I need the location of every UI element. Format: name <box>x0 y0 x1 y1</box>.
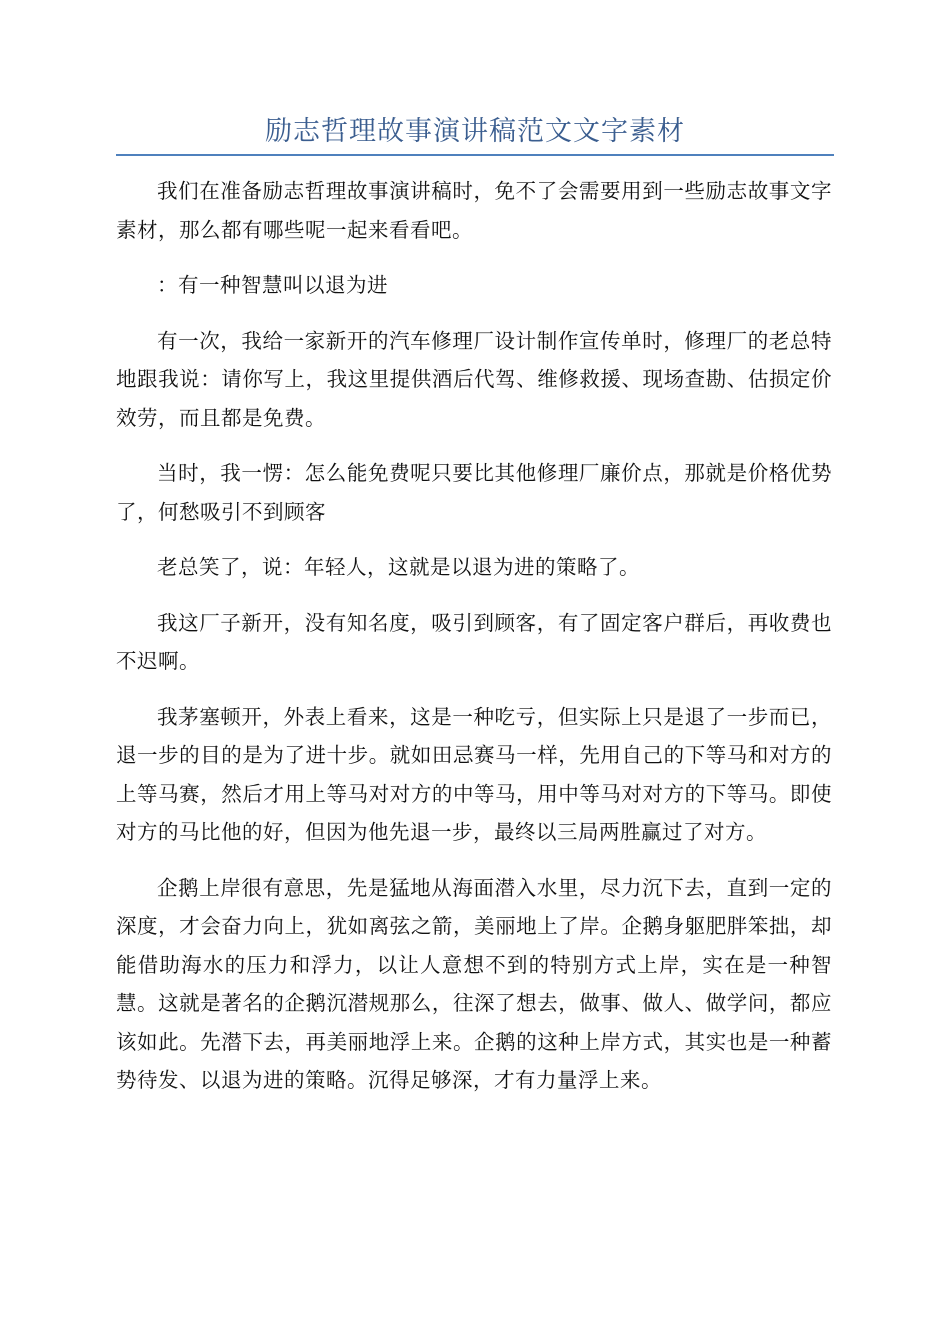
paragraph-intro: 我们在准备励志哲理故事演讲稿时，免不了会需要用到一些励志故事文字素材，那么都有哪些呢一起来看看吧。 <box>116 179 832 242</box>
document-title: 励志哲理故事演讲稿范文文字素材 <box>265 116 685 147</box>
paragraph: 我这厂子新开，没有知名度，吸引到顾客，有了固定客户群后，再收费也不迟啊。 <box>116 610 832 673</box>
title-underline <box>116 154 834 156</box>
paragraph-subheading: ：有一种智慧叫以退为进 <box>157 273 388 297</box>
paragraph: 老总笑了，说：年轻人，这就是以退为进的策略了。 <box>157 555 640 579</box>
paragraph: 企鹅上岸很有意思，先是猛地从海面潜入水里，尽力沉下去，直到一定的深度，才会奋力向上，犹如离弦之箭，美丽地上了岸。企鹅身躯肥胖笨拙，却能借助海水的压力和浮力，以让人意想不到的特别方式上岸，实在是一种智慧。这就是著名的企鹅沉潜规那么，往深了想去，做事、做人、做学问，都应该如此。先潜下去，再美丽地浮上来。企鹅的这种上岸方式，其实也是一种蓄势待发、以退为进的策略。沉得足够深，才有力量浮上来。 <box>116 875 832 1092</box>
document-body <box>116 172 832 1117</box>
paragraph: 当时，我一愣：怎么能免费呢只要比其他修理厂廉价点，那就是价格优势了，何愁吸引不到顾客 <box>116 461 832 524</box>
paragraph: 我茅塞顿开，外表上看来，这是一种吃亏，但实际上只是退了一步而已，退一步的目的是为了进十步。就如田忌赛马一样，先用自己的下等马和对方的上等马赛，然后才用上等马对对方的中等马，用中等马对对方的下等马。即使对方的马比他的好，但因为他先退一步，最终以三局两胜赢过了对方。 <box>116 704 832 844</box>
paragraph: 有一次，我给一家新开的汽车修理厂设计制作宣传单时，修理厂的老总特地跟我说：请你写上，我这里提供酒后代驾、维修救援、现场查勘、估损定价效劳，而且都是免费。 <box>116 328 832 430</box>
